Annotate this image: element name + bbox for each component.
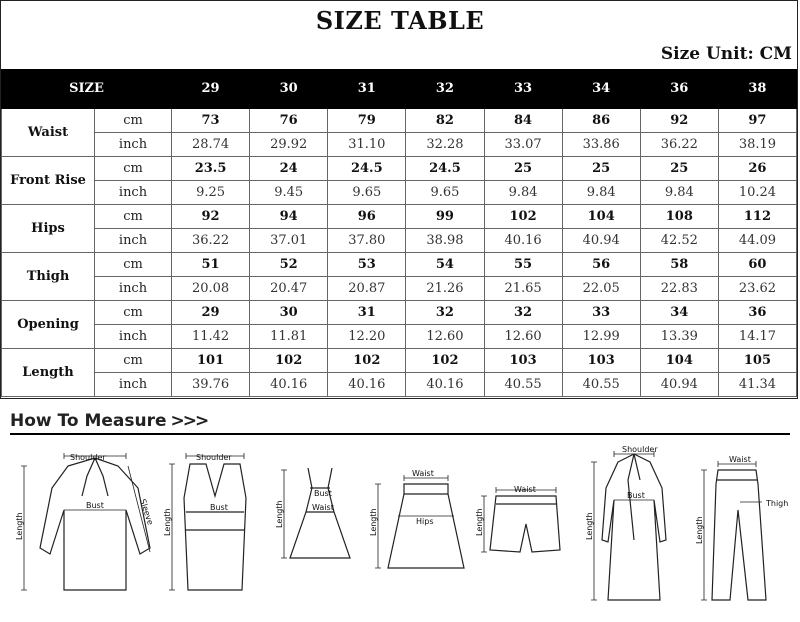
table-cell: 20.47 (250, 277, 328, 301)
table-cell: 12.60 (406, 325, 484, 349)
unit-label: cm (95, 205, 172, 229)
jeans-waist-label: Waist (729, 455, 751, 464)
size-col-header: 34 (562, 70, 640, 109)
table-cell: 24.5 (406, 157, 484, 181)
table-cell: 56 (562, 253, 640, 277)
table-cell: 84 (484, 109, 562, 133)
size-col-header: 31 (328, 70, 406, 109)
table-cell: 41.34 (718, 373, 796, 397)
measurement-name: Opening (2, 301, 95, 349)
page-title: SIZE TABLE (315, 6, 485, 35)
unit-label: inch (95, 277, 172, 301)
dress-diagram (275, 468, 350, 558)
coat-length-label: Length (585, 512, 594, 540)
table-cell: 101 (172, 349, 250, 373)
unit-label: inch (95, 373, 172, 397)
table-cell: 36.22 (172, 229, 250, 253)
size-table (1, 69, 797, 397)
table-cell: 13.39 (640, 325, 718, 349)
table-row (2, 229, 797, 253)
size-header-label: SIZE (2, 70, 172, 109)
section-divider (10, 433, 790, 435)
table-cell: 25 (640, 157, 718, 181)
size-unit-label: Size Unit: CM (660, 44, 792, 64)
unit-label: inch (95, 133, 172, 157)
unit-label: cm (95, 349, 172, 373)
table-cell: 21.65 (484, 277, 562, 301)
table-cell: 44.09 (718, 229, 796, 253)
table-row (2, 349, 797, 373)
table-cell: 79 (328, 109, 406, 133)
table-cell: 10.24 (718, 181, 796, 205)
table-row (2, 157, 797, 181)
unit-label: inch (95, 325, 172, 349)
size-col-header: 30 (250, 70, 328, 109)
unit-label: cm (95, 109, 172, 133)
table-cell: 104 (562, 205, 640, 229)
measurement-name: Waist (2, 109, 95, 157)
table-cell: 9.65 (406, 181, 484, 205)
table-cell: 102 (484, 205, 562, 229)
tank-shoulder-label: Shoulder (196, 453, 232, 462)
coat-bust-label: Bust (627, 491, 645, 500)
table-cell: 12.99 (562, 325, 640, 349)
table-cell: 33.86 (562, 133, 640, 157)
table-cell: 104 (640, 349, 718, 373)
table-cell: 11.42 (172, 325, 250, 349)
table-cell: 40.55 (484, 373, 562, 397)
shirt-diagram (15, 453, 155, 590)
table-cell: 40.94 (640, 373, 718, 397)
table-cell: 38.98 (406, 229, 484, 253)
table-cell: 58 (640, 253, 718, 277)
table-cell: 31.10 (328, 133, 406, 157)
table-row (2, 253, 797, 277)
table-cell: 24.5 (328, 157, 406, 181)
unit-label: inch (95, 181, 172, 205)
table-cell: 103 (484, 349, 562, 373)
dress-length-label: Length (275, 500, 284, 528)
table-cell: 103 (562, 349, 640, 373)
table-cell: 26 (718, 157, 796, 181)
skirt-hips-label: Hips (416, 517, 434, 526)
table-cell: 33 (562, 301, 640, 325)
size-col-header: 36 (640, 70, 718, 109)
table-cell: 33.07 (484, 133, 562, 157)
table-cell: 32 (484, 301, 562, 325)
jeans-diagram (695, 455, 788, 600)
measure-diagrams (0, 440, 800, 618)
table-cell: 40.16 (406, 373, 484, 397)
coat-diagram (585, 445, 666, 600)
table-cell: 102 (406, 349, 484, 373)
table-cell: 96 (328, 205, 406, 229)
table-cell: 73 (172, 109, 250, 133)
table-cell: 9.84 (562, 181, 640, 205)
table-cell: 31 (328, 301, 406, 325)
table-row (2, 133, 797, 157)
table-row (2, 325, 797, 349)
table-cell: 52 (250, 253, 328, 277)
table-cell: 37.01 (250, 229, 328, 253)
table-cell: 12.60 (484, 325, 562, 349)
size-col-header: 29 (172, 70, 250, 109)
table-cell: 76 (250, 109, 328, 133)
table-cell: 21.26 (406, 277, 484, 301)
table-cell: 38.19 (718, 133, 796, 157)
unit-label: cm (95, 157, 172, 181)
table-cell: 28.74 (172, 133, 250, 157)
how-to-measure-heading (10, 411, 207, 431)
table-cell: 32 (406, 301, 484, 325)
tank-diagram (163, 453, 246, 590)
table-cell: 22.83 (640, 277, 718, 301)
table-cell: 23.62 (718, 277, 796, 301)
table-cell: 20.87 (328, 277, 406, 301)
table-cell: 112 (718, 205, 796, 229)
measurement-name: Thigh (2, 253, 95, 301)
table-cell: 36 (718, 301, 796, 325)
table-cell: 34 (640, 301, 718, 325)
measurement-name: Hips (2, 205, 95, 253)
table-cell: 39.76 (172, 373, 250, 397)
table-cell: 9.25 (172, 181, 250, 205)
shorts-waist-label: Waist (514, 485, 536, 494)
shirt-sleeve-label: Sleeve (138, 497, 155, 527)
table-cell: 97 (718, 109, 796, 133)
jeans-thigh-label: Thigh (766, 499, 789, 508)
table-cell: 40.55 (562, 373, 640, 397)
how-to-measure-text: How To Measure (10, 411, 167, 431)
table-cell: 24 (250, 157, 328, 181)
table-cell: 86 (562, 109, 640, 133)
unit-label: cm (95, 253, 172, 277)
table-cell: 105 (718, 349, 796, 373)
table-cell: 54 (406, 253, 484, 277)
unit-label: inch (95, 229, 172, 253)
shorts-length-label: Length (475, 508, 484, 536)
arrows-icon: >>> (170, 411, 208, 431)
table-cell: 37.80 (328, 229, 406, 253)
table-cell: 29.92 (250, 133, 328, 157)
unit-label: cm (95, 301, 172, 325)
table-cell: 9.65 (328, 181, 406, 205)
table-cell: 51 (172, 253, 250, 277)
coat-shoulder-label: Shoulder (622, 445, 658, 454)
table-cell: 40.16 (250, 373, 328, 397)
tank-bust-label: Bust (210, 503, 228, 512)
table-row (2, 277, 797, 301)
skirt-length-label: Length (369, 508, 378, 536)
tank-length-label: Length (163, 508, 172, 536)
table-cell: 94 (250, 205, 328, 229)
table-cell: 20.08 (172, 277, 250, 301)
table-row (2, 181, 797, 205)
shirt-length-label: Length (15, 512, 24, 540)
measurement-name: Front Rise (2, 157, 95, 205)
size-col-header: 38 (718, 70, 796, 109)
table-cell: 102 (250, 349, 328, 373)
measurement-name: Length (2, 349, 95, 397)
table-cell: 40.16 (328, 373, 406, 397)
table-row (2, 109, 797, 133)
table-row (2, 373, 797, 397)
table-cell: 11.81 (250, 325, 328, 349)
table-cell: 23.5 (172, 157, 250, 181)
table-cell: 92 (172, 205, 250, 229)
dress-bust-label: Bust (314, 489, 332, 498)
shorts-diagram (475, 485, 560, 552)
skirt-diagram (369, 469, 464, 568)
table-cell: 9.45 (250, 181, 328, 205)
table-row (2, 205, 797, 229)
table-cell: 25 (484, 157, 562, 181)
table-cell: 22.05 (562, 277, 640, 301)
table-cell: 60 (718, 253, 796, 277)
table-cell: 14.17 (718, 325, 796, 349)
table-cell: 9.84 (640, 181, 718, 205)
table-cell: 99 (406, 205, 484, 229)
table-cell: 36.22 (640, 133, 718, 157)
table-cell: 102 (328, 349, 406, 373)
table-cell: 9.84 (484, 181, 562, 205)
skirt-waist-label: Waist (412, 469, 434, 478)
table-cell: 25 (562, 157, 640, 181)
jeans-length-label: Length (695, 516, 704, 544)
table-cell: 53 (328, 253, 406, 277)
table-row (2, 301, 797, 325)
shirt-bust-label: Bust (86, 501, 104, 510)
shirt-shoulder-label: Shoulder (70, 453, 106, 462)
table-cell: 12.20 (328, 325, 406, 349)
table-cell: 42.52 (640, 229, 718, 253)
table-cell: 30 (250, 301, 328, 325)
table-cell: 32.28 (406, 133, 484, 157)
dress-waist-label: Waist (312, 503, 334, 512)
size-col-header: 32 (406, 70, 484, 109)
size-col-header: 33 (484, 70, 562, 109)
table-cell: 40.94 (562, 229, 640, 253)
table-cell: 40.16 (484, 229, 562, 253)
table-cell: 29 (172, 301, 250, 325)
table-cell: 108 (640, 205, 718, 229)
size-header-row (2, 70, 797, 109)
table-cell: 82 (406, 109, 484, 133)
table-cell: 55 (484, 253, 562, 277)
table-cell: 92 (640, 109, 718, 133)
